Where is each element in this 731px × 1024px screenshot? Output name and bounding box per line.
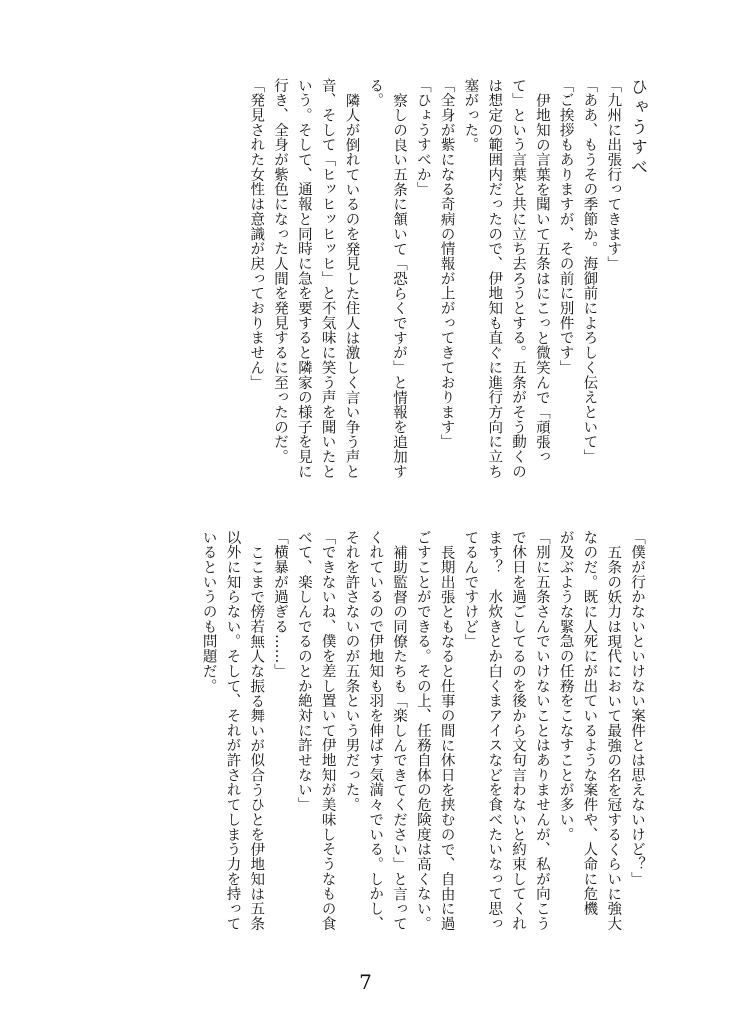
text-line: べて、楽しんでるのとか絶対に許せない」	[295, 530, 312, 813]
text-line: 「ああ、もうその季節か。海御前によろしく伝えといて」	[581, 78, 598, 465]
text-line: 隣人が倒れているのを発見した住人は激しく言い争う声と	[343, 92, 360, 479]
text-line: てるんですけど」	[462, 530, 479, 649]
text-line: 「発見された女性は意識が戻っておりません」	[248, 78, 265, 390]
text-line: が及ぶような緊急の任務をこなすことが多い。	[557, 530, 574, 842]
text-line: 察しの良い五条に頷いて「恐らくですが」と情報を追加す	[391, 92, 408, 479]
text-line: 行き、全身が紫色になった人間を発見するに至ったのだ。	[272, 78, 289, 465]
text-line: ここまで傍若無人な振る舞いが似合うひとを伊地知は五条	[248, 544, 265, 931]
story-title: ひゃうすべ	[627, 78, 647, 178]
text-line: 「ご挨拶もありますが、その前に別件です」	[557, 78, 574, 375]
text-line: くれているので伊地知も羽を伸ばす気満々でいる。しかし、	[367, 530, 384, 931]
text-line: 「九州に出張行ってきます」	[605, 78, 622, 272]
text-line: 五条の妖力は現代において最強の名を冠するくらいに強大	[605, 544, 622, 931]
text-line: 「別に五条さんでいけないことはありませんが、私が向こう	[533, 530, 550, 931]
text-line: いるというのも問題だ。	[200, 530, 217, 694]
text-line: ごすことができる。その上、任務自体の危険度は高くない。	[414, 530, 431, 931]
text-line: なのだ。既に人死にが出ているような案件や、人命に危機	[581, 530, 598, 917]
text-line: で休日を過ごしてるのを後から文句言わないと約束してくれ	[510, 530, 527, 931]
text-line: て」という言葉と共に立ち去ろうとする。五条がそう動くの	[510, 78, 527, 479]
page-number: 7	[359, 970, 372, 994]
text-line: 音、そして「ヒッヒッヒッヒ」と不気味に笑う声を聞いたと	[319, 78, 336, 479]
text-line: ます？ 水炊きとか白くまアイスなどを食べたいなって思っ	[486, 530, 503, 931]
text-line: 補助監督の同僚たちも「楽しんできてください」と言って	[391, 544, 408, 931]
text-line: 「横暴が過ぎる……」	[272, 530, 289, 679]
text-line: 塞がった。	[462, 78, 479, 153]
text-line: 「できないね、僕を差し置いて伊地知が美味しそうなもの食	[319, 530, 336, 931]
text-line: る。	[367, 78, 384, 108]
text-line: 以外に知らない。そして、それが許されてしまう力を持って	[224, 530, 241, 931]
text-line: 「全身が紫になる奇病の情報が上がってきております」	[438, 78, 455, 450]
text-line: は想定の範囲内だったので、伊地知も直ぐに進行方向に立ち	[486, 78, 503, 479]
text-line: 「僕が行かないといけない案件とは思えないけど？」	[629, 530, 645, 887]
text-line: それを許さないのが五条という男だった。	[343, 530, 360, 813]
text-line: いう。そして、通報と同時に急を要すると隣家の様子を見に	[295, 78, 312, 479]
lower-text-block	[108, 530, 648, 950]
text-line: 伊地知の言葉を聞いて五条はにこっと微笑んで「頑張っ	[533, 92, 550, 464]
text-line: 長期出張ともなると仕事の間に休日を挟むので、自由に過	[438, 544, 455, 931]
text-line: 「ひょうすべか」	[414, 78, 431, 197]
upper-text-block	[112, 78, 648, 488]
